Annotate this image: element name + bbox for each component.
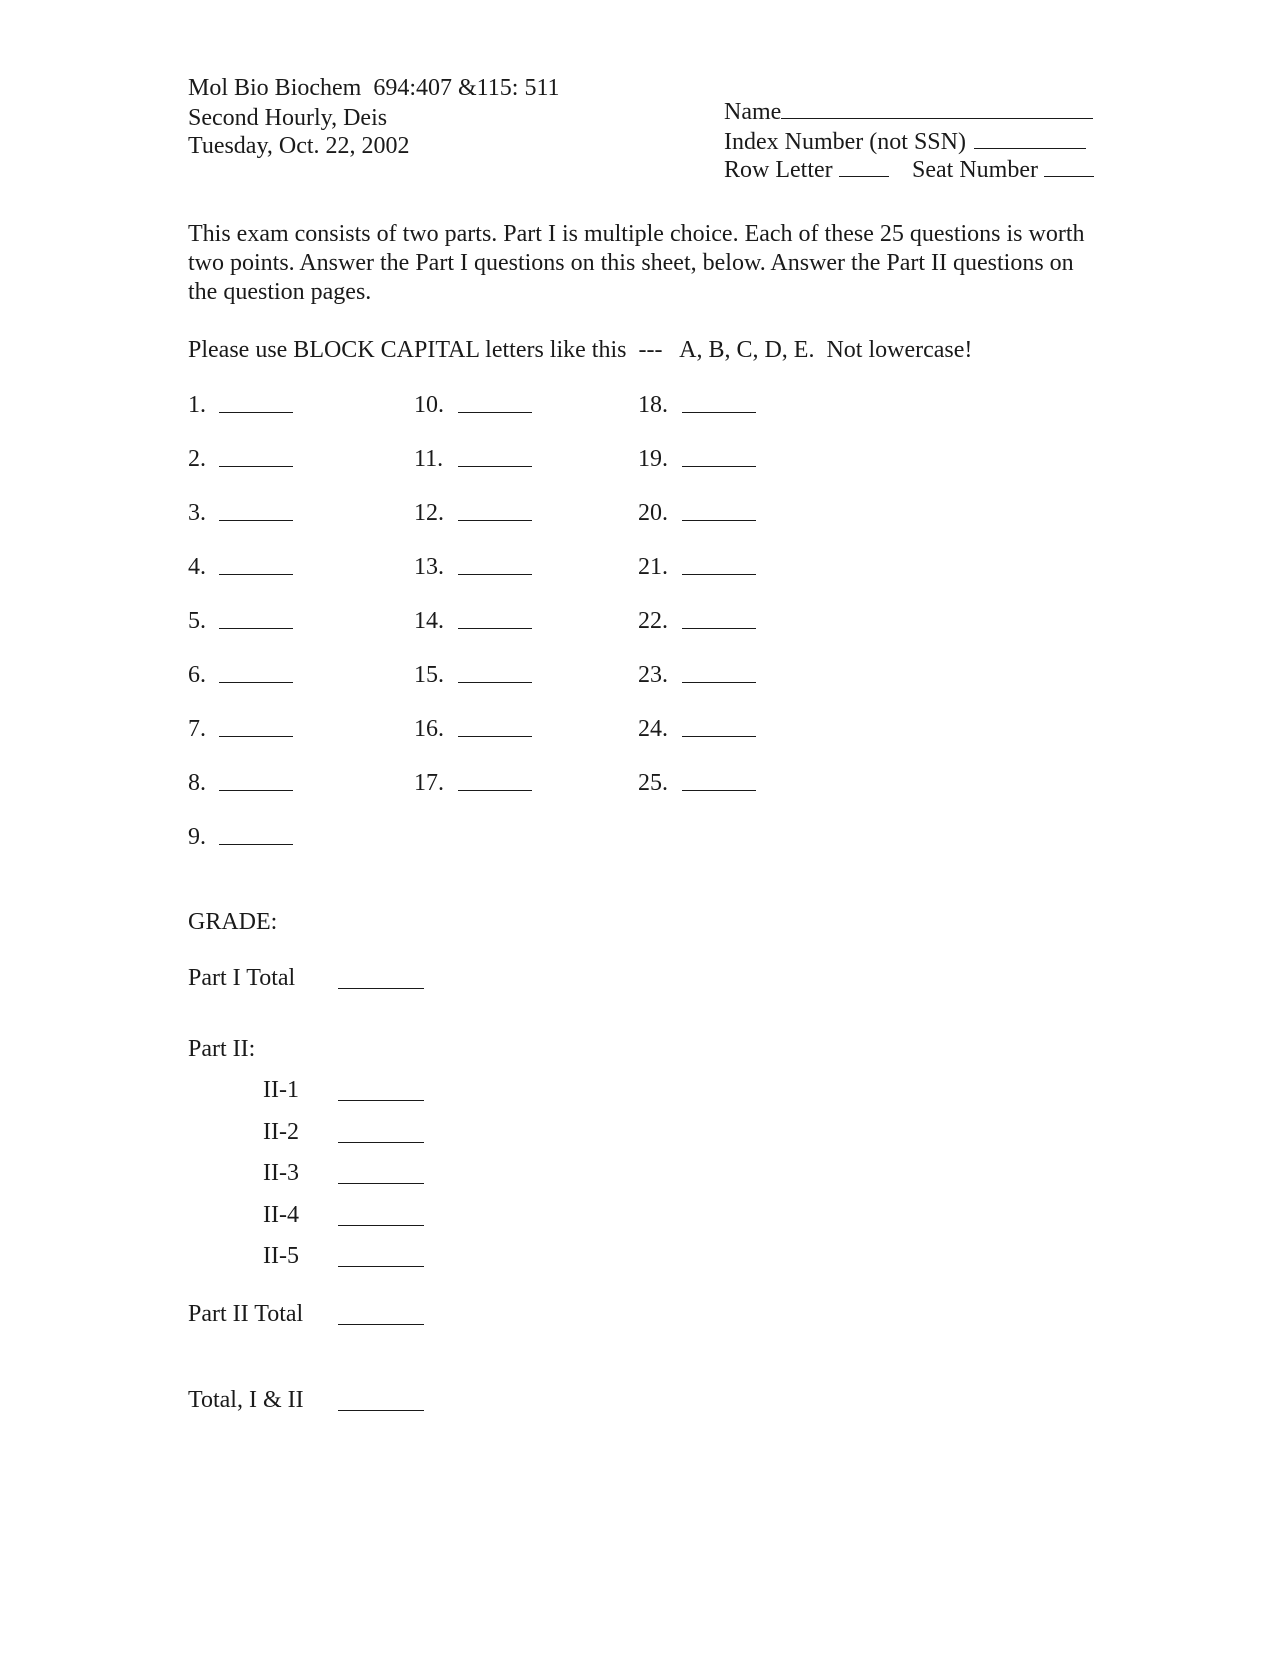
answer-item: [638, 770, 668, 797]
answer-blank[interactable]: [682, 520, 756, 521]
answer-blank[interactable]: [458, 466, 532, 467]
question-number: 23.: [638, 662, 668, 688]
answer-item: [188, 500, 206, 527]
part2-item-label: II-1: [263, 1077, 299, 1103]
answer-blank[interactable]: [219, 466, 293, 467]
answer-blank[interactable]: [219, 412, 293, 413]
grand-total-blank[interactable]: [338, 1410, 424, 1411]
course-title: Mol Bio Biochem 694:407 &115: 511: [188, 75, 560, 101]
answer-item: [188, 770, 206, 797]
index-number-label: Index Number (not SSN): [724, 129, 966, 155]
question-number: 17.: [414, 770, 444, 796]
capitals-note: Please use BLOCK CAPITAL letters like this --- A, B, C, D, E. Not lowercase!: [188, 337, 973, 363]
part2-title: Part II:: [188, 1036, 256, 1062]
answer-item: [188, 554, 206, 581]
instructions-paragraph: This exam consists of two parts. Part I is multiple choice. Each of these 25 questions is worth two points. Answer the Part I questions on this sheet, below. Answer the Part II questions on the question pages.: [188, 221, 1085, 305]
answer-item: [638, 500, 668, 527]
grade-title: GRADE:: [188, 909, 278, 935]
answer-item: [188, 446, 206, 473]
question-number: 25.: [638, 770, 668, 796]
question-number: 3.: [188, 500, 206, 526]
answer-item: [188, 392, 206, 419]
name-label: Name: [724, 99, 782, 125]
part2-item-blank[interactable]: [338, 1100, 424, 1101]
part2-total-label: Part II Total: [188, 1301, 304, 1327]
answer-blank[interactable]: [458, 520, 532, 521]
question-number: 7.: [188, 716, 206, 742]
answer-blank[interactable]: [682, 412, 756, 413]
answer-blank[interactable]: [458, 628, 532, 629]
question-number: 20.: [638, 500, 668, 526]
part2-item-label: II-2: [263, 1118, 299, 1145]
answer-blank[interactable]: [219, 628, 293, 629]
answer-item: [414, 392, 444, 419]
part2-item-blank[interactable]: [338, 1142, 424, 1143]
answer-item: [414, 716, 444, 743]
answer-blank[interactable]: [219, 736, 293, 737]
question-number: 22.: [638, 608, 668, 634]
part2-item-blank[interactable]: [338, 1225, 424, 1226]
answer-item: [638, 392, 668, 419]
answer-blank[interactable]: [458, 790, 532, 791]
part1-total-label: Part I Total: [188, 965, 296, 991]
question-number: 16.: [414, 716, 444, 742]
exam-title: Second Hourly, Deis: [188, 105, 388, 131]
answer-blank[interactable]: [682, 574, 756, 575]
answer-blank[interactable]: [682, 736, 756, 737]
answer-blank[interactable]: [219, 790, 293, 791]
question-number: 11.: [414, 446, 444, 472]
answer-item: [414, 608, 444, 635]
answer-item: [414, 554, 444, 581]
row-letter-field[interactable]: [712, 134, 889, 182]
row-letter-blank[interactable]: [839, 174, 889, 177]
answer-blank[interactable]: [219, 844, 293, 845]
question-number: 13.: [414, 554, 444, 580]
answer-blank[interactable]: [682, 682, 756, 683]
answer-item: [188, 608, 206, 635]
question-number: 15.: [414, 662, 444, 688]
answer-blank[interactable]: [458, 682, 532, 683]
answer-blank[interactable]: [458, 736, 532, 737]
question-number: 4.: [188, 554, 206, 580]
answer-blank[interactable]: [682, 790, 756, 791]
answer-item: [638, 446, 668, 473]
part1-total-blank[interactable]: [338, 988, 424, 989]
part2-total-blank[interactable]: [338, 1324, 424, 1325]
answer-item: [638, 554, 668, 581]
question-number: 1.: [188, 392, 206, 418]
answer-blank[interactable]: [458, 574, 532, 575]
answer-item: [188, 716, 206, 743]
question-number: 21.: [638, 554, 668, 580]
question-number: 5.: [188, 608, 206, 634]
question-number: 19.: [638, 446, 668, 472]
answer-blank[interactable]: [219, 682, 293, 683]
answer-blank[interactable]: [219, 574, 293, 575]
answer-item: [188, 824, 206, 851]
question-number: 14.: [414, 608, 444, 634]
part2-item-label: II-3: [263, 1160, 299, 1186]
question-number: 9.: [188, 824, 206, 850]
question-number: 6.: [188, 662, 206, 688]
question-number: 12.: [414, 500, 444, 526]
seat-number-field[interactable]: [900, 134, 1094, 182]
answer-item: [414, 500, 444, 527]
grand-total-label: Total, I & II: [188, 1387, 304, 1413]
part2-item-blank[interactable]: [338, 1266, 424, 1267]
question-number: 8.: [188, 770, 206, 796]
answer-item: [414, 770, 444, 797]
answer-blank[interactable]: [458, 412, 532, 413]
question-number: 24.: [638, 716, 668, 742]
row-letter-label: Row Letter: [724, 157, 833, 183]
part2-item-blank[interactable]: [338, 1183, 424, 1184]
answer-item: [414, 446, 443, 473]
answer-blank[interactable]: [682, 466, 756, 467]
question-number: 2.: [188, 446, 206, 472]
answer-item: [638, 662, 668, 689]
seat-number-label: Seat Number: [912, 157, 1038, 183]
seat-number-blank[interactable]: [1044, 174, 1094, 177]
answer-item: [638, 608, 668, 635]
part2-item-label: II-4: [263, 1201, 299, 1228]
part2-item-label: II-5: [263, 1243, 299, 1269]
question-number: 10.: [414, 392, 444, 418]
answer-item: [414, 662, 444, 689]
question-number: 18.: [638, 392, 668, 418]
answer-blank[interactable]: [219, 520, 293, 521]
answer-item: [188, 662, 206, 689]
exam-date: Tuesday, Oct. 22, 2002: [188, 133, 410, 159]
answer-item: [638, 716, 668, 743]
answer-blank[interactable]: [682, 628, 756, 629]
